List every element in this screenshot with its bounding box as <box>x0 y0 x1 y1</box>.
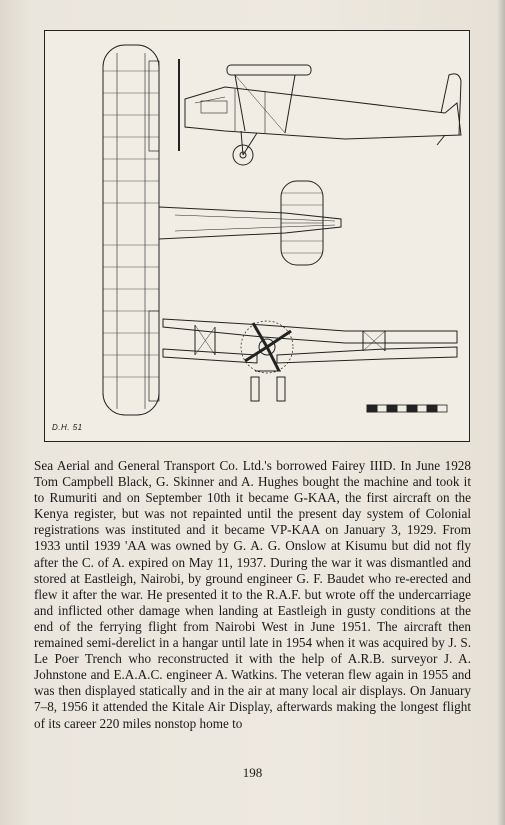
plan-view-fuselage <box>159 181 341 265</box>
plan-view-wing <box>103 45 159 415</box>
body-paragraph: Sea Aerial and General Transport Co. Ltd.'s borrowed Fairey IIID. In June 1928 Tom Campbell Black, G. Skinner and A. Hughes bought the machine and took it to Rumuriti and on September 10th it became G-KAA, the first aircraft on the Kenya register, but was not repainted until the present day system of Colonial registrations was instituted and it became VP-KAA on January 3, 1929. From 1933 until 1939 'AA was owned by G. A. G. Onslow at Kisumu but did not fly after the C. of A. expired on May 11, 1937. During the war it was dismantled and stored at Eastleigh, Nairobi, by ground engineer G. F. Baudet who re-erected and flew it after the war. He presented it to the R.A.F. but wrote off the undercarriage and inflicted other damage when landing at Eastleigh in gusty conditions at the end of the ferrying flight from Nairobi West in June 1951. The aircraft then remained semi-derelict in a hangar until late in 1954 when it was acquired by J. S. Le Poer Trench who reconstructed it with the help of A.R.B. surveyor J. A. Johnstone and E.A.A.C. engineer A. Watkins. The veteran flew again in 1955 and was then displayed statically and in the air at many local air displays. On January 7–8, 1956 it attended the Kitale Air Display, afterwards making the longest flight of its career 220 miles nonstop home to <box>34 458 471 731</box>
three-view-drawing <box>44 30 470 442</box>
aircraft-drawing <box>45 31 470 442</box>
page-number: 198 <box>242 765 263 780</box>
front-view <box>163 319 457 401</box>
drawing-signature: D.H. 51 <box>52 423 83 432</box>
page-edge-shadow <box>497 0 505 825</box>
scale-bar <box>367 405 447 412</box>
body-text <box>34 458 471 732</box>
side-view-fuselage <box>185 65 461 165</box>
